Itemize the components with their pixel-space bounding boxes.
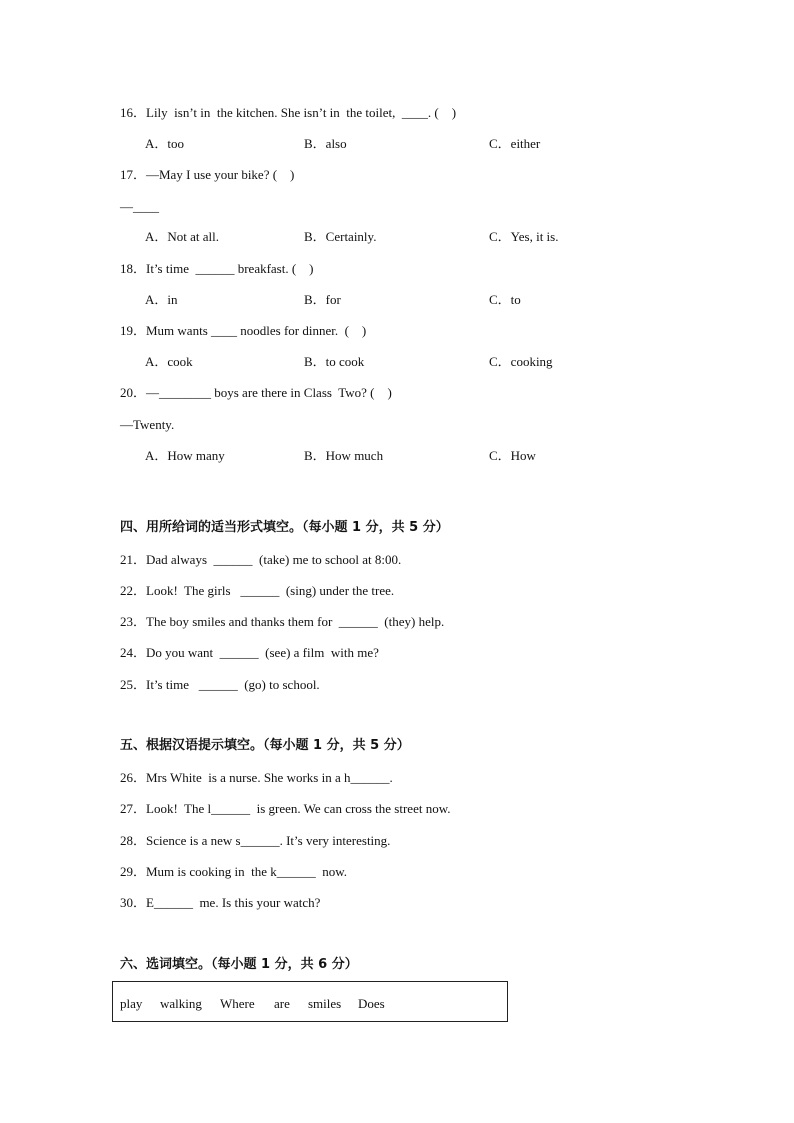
section-5-item-29: 29．Mum is cooking in the k______ now.	[120, 864, 348, 879]
question-18-option-b: B．for	[304, 292, 341, 307]
section-4-item-24: 24．Do you want ______ (see) a film with me?	[120, 645, 379, 660]
section-5-item-26: 26．Mrs White is a nurse. She works in a h______.	[120, 770, 393, 785]
section-5-heading: 五、根据汉语提示填空。（每小题 1 分，共 5 分）	[120, 738, 410, 753]
question-17-option-c: C．Yes, it is.	[489, 229, 559, 244]
question-19-option-b: B．to cook	[304, 354, 365, 369]
word-bank-item: walking	[160, 996, 202, 1011]
question-16-option-a: A．too	[145, 136, 185, 151]
question-16-stem: 16．Lily isn’t in the kitchen. She isn’t in the toilet, ____. ( )	[120, 105, 457, 120]
section-5-item-27: 27．Look! The l______ is green. We can cross the street now.	[120, 801, 451, 816]
word-bank-item: play	[120, 996, 143, 1011]
question-19-option-c: C．cooking	[489, 354, 553, 369]
section-5-item-28: 28．Science is a new s______. It’s very interesting.	[120, 833, 391, 848]
word-bank-box	[112, 981, 508, 1022]
section-4-item-21: 21．Dad always ______ (take) me to school at 8:00.	[120, 552, 402, 567]
section-4-heading: 四、用所给词的适当形式填空。（每小题 1 分，共 5 分）	[120, 520, 449, 535]
question-17-stem: 17．—May I use your bike? ( )	[120, 167, 295, 182]
question-17-option-b: B．Certainly.	[304, 229, 377, 244]
section-4-item-25: 25．It’s time ______ (go) to school.	[120, 677, 320, 692]
question-19-stem: 19．Mum wants ____ noodles for dinner. ( )	[120, 323, 367, 338]
section-6-heading: 六、选词填空。（每小题 1 分，共 6 分）	[120, 957, 358, 972]
section-5-item-30: 30．E______ me. Is this your watch?	[120, 895, 321, 910]
word-bank-item: Does	[358, 996, 385, 1011]
word-bank-item: Where	[220, 996, 255, 1011]
question-18-option-a: A．in	[145, 292, 178, 307]
section-4-item-22: 22．Look! The girls ______ (sing) under the tree.	[120, 583, 395, 598]
question-20-answer: —Twenty.	[120, 417, 175, 432]
question-17-answer-blank: —____	[120, 199, 159, 214]
word-bank-item: smiles	[308, 996, 342, 1011]
question-17-option-a: A．Not at all.	[145, 229, 220, 244]
question-19-option-a: A．cook	[145, 354, 193, 369]
question-16-option-c: C．either	[489, 136, 541, 151]
question-16-option-b: B．also	[304, 136, 347, 151]
question-18-stem: 18．It’s time ______ breakfast. ( )	[120, 261, 314, 276]
question-20-option-b: B．How much	[304, 448, 384, 463]
question-18-option-c: C．to	[489, 292, 521, 307]
question-20-option-c: C．How	[489, 448, 536, 463]
question-20-option-a: A．How many	[145, 448, 225, 463]
section-4-item-23: 23．The boy smiles and thanks them for ______ (they) help.	[120, 614, 445, 629]
question-20-stem: 20．—________ boys are there in Class Two? ( )	[120, 385, 392, 400]
word-bank-item: are	[274, 996, 290, 1011]
